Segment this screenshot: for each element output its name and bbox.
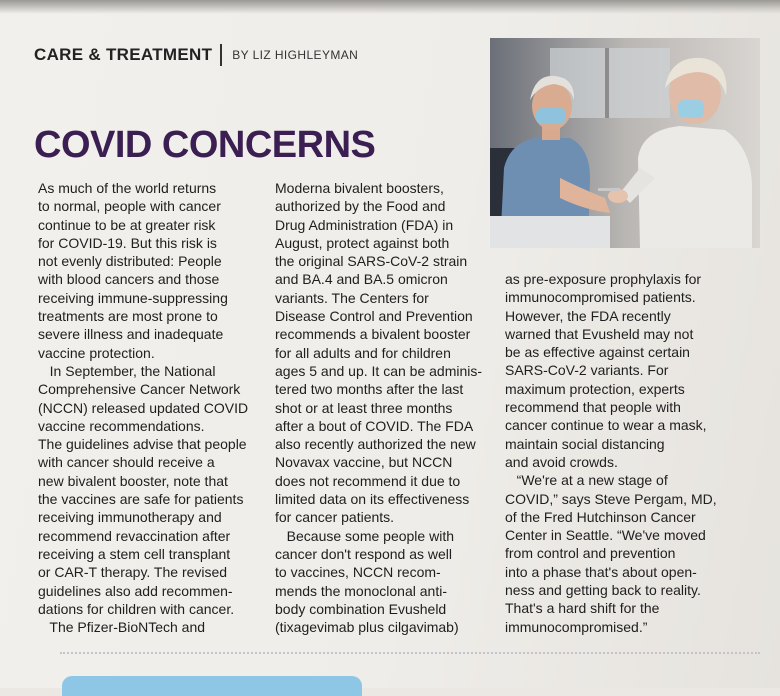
text-line: body combination Evusheld [275,600,447,617]
headline: COVID CONCERNS [34,124,376,166]
text-line: Comprehensive Cancer Network [38,381,241,398]
text-line: SARS-CoV-2 variants. For [505,362,669,379]
text-line: receiving immune-suppressing [38,289,228,306]
vaccination-photo-illustration [490,38,760,248]
article-header [34,44,358,66]
text-line: ages 5 and up. It can be adminis- [275,362,483,379]
text-line: to vaccines, NCCN recom- [275,564,441,581]
article-column-2 [275,179,482,636]
text-line: be as effective against certain [505,344,690,361]
text-line: after a bout of COVID. The FDA [275,417,474,434]
page-edge-shadow [0,0,780,14]
text-line: for all adults and for children [275,344,451,361]
text-line: not evenly distributed: People [38,253,222,270]
text-line: (tixagevimab plus cilgavimab) [275,619,459,636]
text-line: vaccine protection. [38,344,155,361]
text-line: maximum protection, experts [505,380,685,397]
text-line: from control and prevention [505,545,676,562]
text-line: Center in Seattle. “We've moved [505,527,706,544]
text-line: into a phase that's about open- [505,563,697,580]
text-line: variants. The Centers for [275,289,429,306]
text-line: Because some people with [275,527,454,544]
text-line: However, the FDA recently [505,307,671,324]
text-line: That's a hard shift for the [505,600,660,617]
text-line: vaccine recommendations. [38,417,205,434]
text-line: recommends a bivalent booster [275,326,471,343]
byline: BY LIZ HIGHLEYMAN [232,48,359,62]
text-line: the vaccines are safe for patients [38,491,244,508]
text-line: authorized by the Food and [275,198,446,215]
text-line: immunocompromised.” [505,618,648,635]
text-line: warned that Evusheld may not [505,325,694,342]
text-line: treatments are most prone to [38,308,218,325]
next-section-tab [62,676,362,696]
text-line: the original SARS-CoV-2 strain [275,253,468,270]
text-line: and avoid crowds. [505,453,618,470]
vaccination-photo [490,38,760,248]
text-line: immunocompromised patients. [505,289,696,306]
text-line: cancer continue to wear a mask, [505,417,707,434]
text-line: limited data on its effectiveness [275,491,470,508]
text-line: tered two months after the last [275,381,464,398]
text-line: shot or at least three months [275,399,453,416]
section-label: CARE & TREATMENT [34,45,213,64]
text-line: Disease Control and Prevention [275,308,473,325]
text-line: severe illness and inadequate [38,326,224,343]
text-line: as pre-exposure prophylaxis for [505,271,702,287]
text-line: In September, the National [38,362,216,379]
text-line: COVID,” says Steve Pergam, MD, [505,490,717,507]
text-line: for COVID-19. But this risk is [38,234,217,251]
text-line: mends the monoclonal anti- [275,582,447,599]
text-line: recommend revaccination after [38,527,231,544]
text-line: ness and getting back to reality. [505,582,701,599]
text-line: maintain social distancing [505,435,665,452]
text-line: guidelines also add recommen- [38,582,233,599]
text-line: continue to be at greater risk [38,216,216,233]
text-line: The guidelines advise that people [38,436,247,453]
text-line: for cancer patients. [275,509,395,526]
text-line: August, protect against both [275,234,450,251]
text-line: with blood cancers and those [38,271,220,288]
text-line: also recently authorized the new [275,436,476,453]
text-line: to normal, people with cancer [38,198,221,215]
text-line: of the Fred Hutchinson Cancer [505,508,696,525]
text-line: cancer don't respond as well [275,545,452,562]
text-line: does not recommend it due to [275,472,461,489]
text-line: or CAR-T therapy. The revised [38,564,228,581]
text-line: receiving immunotherapy and [38,509,222,526]
text-line: The Pfizer-BioNTech and [38,619,206,636]
text-line: with cancer should receive a [38,454,215,471]
text-line: Novavax vaccine, but NCCN [275,454,453,471]
text-line: recommend that people with [505,399,681,416]
text-line: (NCCN) released updated COVID [38,399,249,416]
article-column-1 [38,179,248,636]
text-line: As much of the world returns [38,180,217,196]
bottom-rule [60,652,760,654]
text-line: Drug Administration (FDA) in [275,216,454,233]
text-line: new bivalent booster, note that [38,472,228,489]
article-column-3 [505,270,717,636]
text-line: and BA.4 and BA.5 omicron [275,271,448,288]
header-divider [220,44,222,66]
text-line: Moderna bivalent boosters, [275,180,444,196]
text-line: receiving a stem cell transplant [38,545,231,562]
text-line: “We're at a new stage of [505,472,668,489]
text-line: dations for children with cancer. [38,600,235,617]
